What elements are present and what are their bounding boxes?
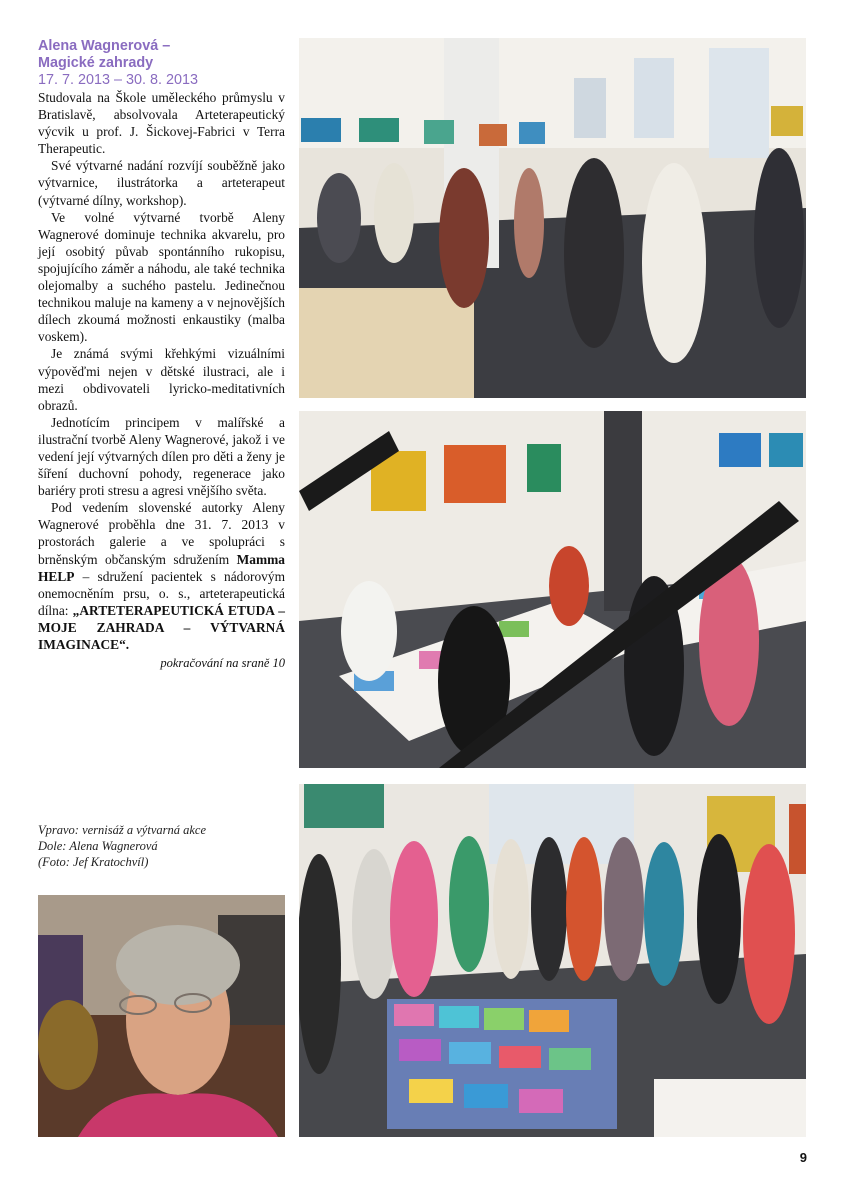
photo-caption — [38, 822, 285, 870]
article-dates: 17. 7. 2013 – 30. 8. 2013 — [38, 72, 199, 88]
page-number: 9 — [799, 1150, 807, 1165]
caption-line-3: (Foto: Jef Kratochvíl) — [38, 855, 149, 869]
workshop-photo — [299, 411, 806, 768]
organization-name: Mamma HELP — [38, 551, 285, 584]
portrait-photo — [38, 895, 285, 1137]
caption-line-2: Dole: Alena Wagnerová — [38, 839, 158, 853]
continued-note: pokračování na sraně 10 — [160, 656, 285, 671]
paragraph-6 — [38, 499, 285, 653]
participants-photo — [299, 784, 806, 1137]
paragraph-4: Je známá svými křehkými vizuálními výpověďmi nejen v dětské ilustraci, ale i mezi obdivovateli lyricko-meditativních obrazů. — [38, 346, 285, 413]
paragraph-3: Ve volné výtvarné tvorbě Aleny Wagnerové dominuje technika akvarelu, pro její osobitý půvab spontánního rukopisu, spojujícího záměr a náhodu, ale také technika olejomalby a suchého pastelu. Jedinečnou technikou maluje na kameny a v nejnovějších dílech zkoumá možnosti enkaustiky (malba voskem). — [38, 209, 285, 345]
workshop-title: „ARTETERAPEUTICKÁ ETUDA – MOJE ZAHRADA – VÝTVARNÁ IMAGINACE“. — [38, 602, 286, 652]
article-title-line2: Magické zahrady — [38, 55, 154, 71]
paragraph-6-part-b: – sdružení pacientek s nádorovým onemocněním prsu, o. s., arteterapeutická dílna: — [38, 568, 285, 618]
paragraph-1: Studovala na Škole uměleckého průmyslu v Bratislavě, absolvovala Arteterapeutický výcvik u prof. J. Šickovej-Fabrici v Terra Therapeutic. — [38, 90, 285, 157]
vernissage-photo — [299, 38, 806, 398]
article-title-line1: Alena Wagnerová – — [38, 38, 171, 54]
paragraph-2: Své výtvarné nadání rozvíjí souběžně jako výtvarnice, ilustrátorka a arteterapeut (výtvarné dílny, workshop). — [38, 158, 285, 208]
paragraph-5: Jednotícím principem v malířské a ilustrační tvorbě Aleny Wagnerové, jakož i ve vedení její výtvarných dílen pro děti a ženy je šíření duchovní pohody, regenerace jako bariéry proti stresu a agresi vnějšího světa. — [38, 414, 285, 499]
paragraph-6-part-a: Pod vedením slovenské autorky Aleny Wagnerové proběhla dne 31. 7. 2013 v prostorách galerie a ve spolupráci s brněnským občanským sdružením — [38, 500, 285, 567]
caption-line-1: Vpravo: vernisáž a výtvarná akce — [38, 823, 206, 837]
article-column — [38, 38, 285, 672]
